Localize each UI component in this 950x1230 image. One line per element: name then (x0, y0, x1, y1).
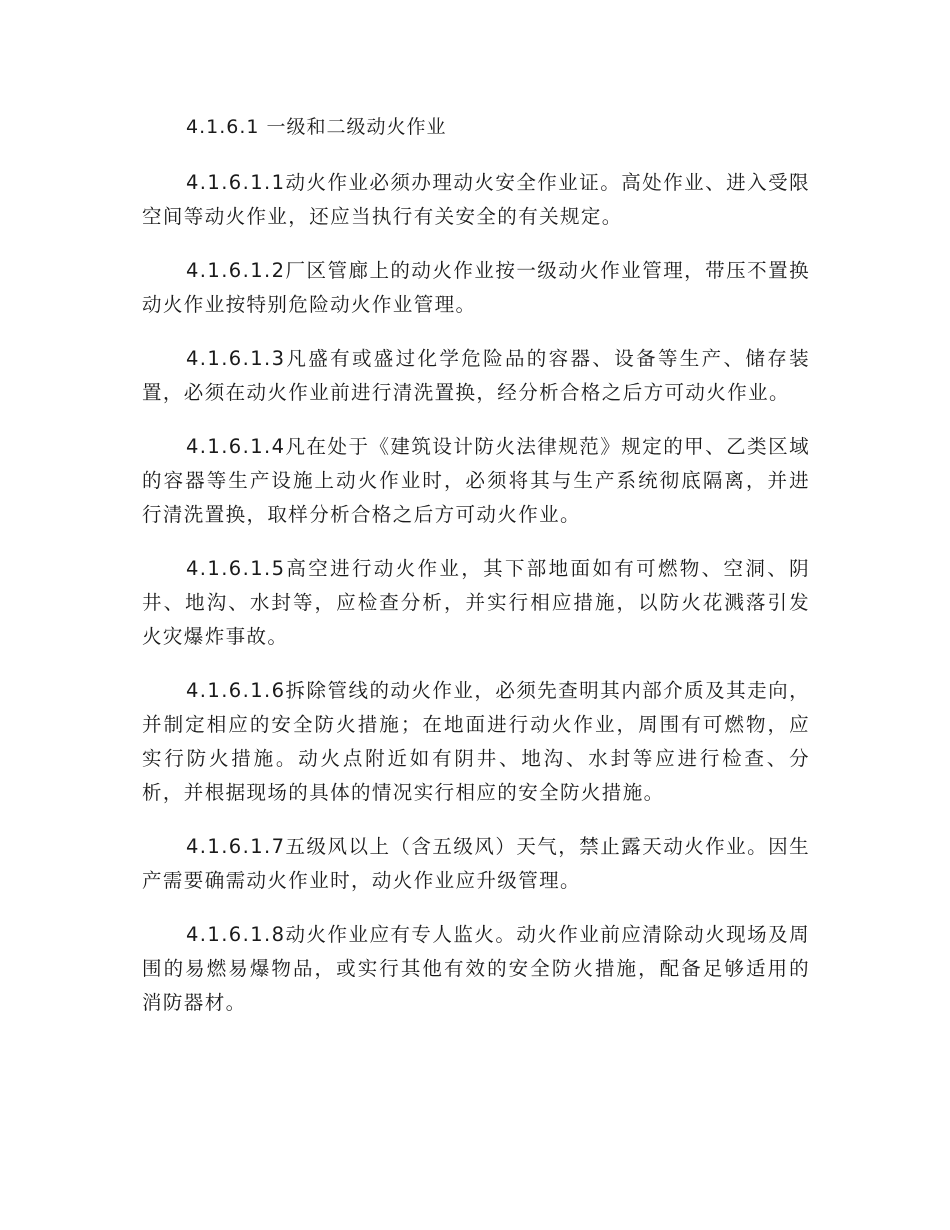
document-page (142, 110, 810, 1040)
paragraph-4-1-6-1-3: 4.1.6.1.3凡盛有或盛过化学危险品的容器、设备等生产、储存装置，必须在动火作业前进行清洗置换，经分析合格之后方可动火作业。 (142, 347, 810, 404)
paragraph-4-1-6-1-7: 4.1.6.1.7五级风以上（含五级风）天气，禁止露天动火作业。因生产需要确需动火作业时，动火作业应升级管理。 (142, 835, 810, 892)
section-heading: 4.1.6.1 一级和二级动火作业 (186, 116, 447, 138)
paragraph-4-1-6-1-5: 4.1.6.1.5高空进行动火作业，其下部地面如有可燃物、空洞、阴井、地沟、水封等，应检查分析，并实行相应措施，以防火花溅落引发火灾爆炸事故。 (142, 557, 810, 648)
paragraph-4-1-6-1-6: 4.1.6.1.6拆除管线的动火作业，必须先查明其内部介质及其走向，并制定相应的安全防火措施；在地面进行动火作业，周围有可燃物，应实行防火措施。动火点附近如有阴井、地沟、水封等应进行检查、分析，并根据现场的具体的情况实行相应的安全防火措施。 (142, 679, 810, 804)
paragraph-4-1-6-1-2: 4.1.6.1.2厂区管廊上的动火作业按一级动火作业管理，带压不置换动火作业按特别危险动火作业管理。 (142, 259, 810, 316)
paragraph-4-1-6-1-8: 4.1.6.1.8动火作业应有专人监火。动火作业前应清除动火现场及周围的易燃易爆物品，或实行其他有效的安全防火措施，配备足够适用的消防器材。 (142, 923, 810, 1014)
paragraph-4-1-6-1-1: 4.1.6.1.1动火作业必须办理动火安全作业证。高处作业、进入受限空间等动火作业，还应当执行有关安全的有关规定。 (142, 171, 810, 228)
paragraph-4-1-6-1-4: 4.1.6.1.4凡在处于《建筑设计防火法律规范》规定的甲、乙类区域的容器等生产设施上动火作业时，必须将其与生产系统彻底隔离，并进行清洗置换，取样分析合格之后方可动火作业。 (142, 435, 810, 526)
